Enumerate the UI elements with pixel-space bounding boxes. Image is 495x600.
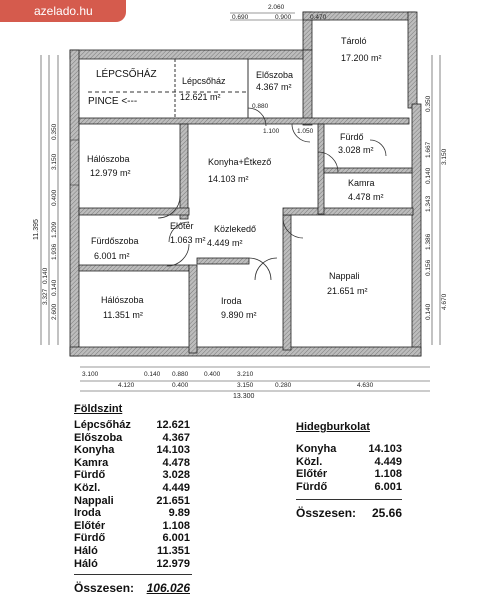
dim-left-5: 0.140 — [42, 267, 49, 284]
dim-bottom-2-0: 4.120 — [118, 382, 135, 389]
dim-bottom-1-1: 0.140 — [144, 371, 161, 378]
row-name: Fürdő — [296, 480, 328, 493]
floor-table-divider — [74, 574, 192, 575]
dim-total-height: 11.395 — [33, 219, 40, 240]
dim-left-6: 3.327 — [42, 288, 49, 305]
row-name: Konyha — [74, 444, 115, 457]
row-name: Iroda — [74, 507, 101, 520]
floor-table-rows — [74, 419, 190, 570]
row-name: Közl. — [74, 481, 101, 494]
row-name: Konyha — [296, 443, 337, 455]
row-name: Előszoba — [74, 431, 123, 444]
table-row — [74, 419, 190, 432]
row-name: Közl. — [296, 455, 323, 468]
dim-right-7: 4.670 — [441, 293, 448, 310]
table-row — [296, 481, 402, 494]
bedroom2-name: Hálószoba — [101, 295, 144, 305]
table-row — [74, 558, 190, 571]
row-name: Előtér — [74, 519, 106, 532]
stairs-label: LÉPCSŐHÁZ — [96, 69, 157, 80]
row-name: Háló — [74, 557, 98, 570]
row-value: 4.449 — [162, 481, 190, 494]
bath1-name: Fürdő — [340, 132, 364, 142]
kitchen-area: 14.103 m² — [208, 174, 249, 184]
entry-name: Előszoba — [256, 70, 294, 80]
row-value: 14.103 — [156, 444, 190, 457]
floor-table-total-label: Összesen: — [74, 581, 135, 596]
corridor-name: Közlekedő — [214, 224, 257, 234]
dim-top-3: 0.470 — [310, 14, 327, 21]
tile-table-rows — [296, 443, 402, 493]
row-name: Lépcsőház — [74, 419, 131, 431]
dim-bottom-2-2: 3.150 — [237, 382, 254, 389]
row-value: 1.108 — [374, 468, 402, 481]
dim-top-2: 0.900 — [275, 14, 292, 21]
dim-left-1: 3.150 — [51, 153, 58, 170]
row-value: 6.001 — [374, 480, 402, 493]
dim-bottom-1-0: 3.100 — [82, 371, 99, 378]
dim-right-5: 1.386 — [425, 233, 432, 250]
dim-left-0: 0.350 — [51, 123, 58, 140]
dim-top-0: 2.060 — [268, 4, 285, 11]
living-area: 21.651 m² — [327, 286, 368, 296]
row-name: Nappali — [74, 494, 114, 507]
table-row — [74, 532, 190, 545]
table-row — [74, 469, 190, 482]
dim-right-1: 1.667 — [425, 141, 432, 158]
dim-left-3: 1.209 — [51, 221, 58, 238]
table-row — [296, 443, 402, 456]
dim-right-6: 0.156 — [425, 259, 432, 276]
bath2-name: Fürdőszoba — [91, 236, 139, 246]
table-row — [74, 444, 190, 457]
dim-left-7: 0.140 — [51, 279, 58, 296]
staircase-area: 12.621 m² — [180, 92, 221, 102]
table-row — [296, 456, 402, 469]
table-row — [296, 468, 402, 481]
tile-area-table — [296, 421, 402, 520]
floor-table-title: Földszint — [74, 403, 123, 415]
dim-total-width: 13.300 — [233, 393, 255, 400]
floor-table-total — [74, 581, 190, 595]
row-value: 3.028 — [162, 469, 190, 482]
dim-bottom-1-3: 0.400 — [204, 371, 221, 378]
storage-area: 17.200 m² — [341, 53, 382, 63]
bedroom1-area: 12.979 m² — [90, 168, 131, 178]
row-value: 12.979 — [156, 557, 190, 570]
bath2-area: 6.001 m² — [94, 251, 130, 261]
dim-inner-0: 1.100 — [263, 128, 280, 135]
tile-table-title: Hidegburkolat — [296, 421, 370, 433]
row-value: 4.478 — [162, 456, 190, 469]
dim-left-2: 0.400 — [51, 189, 58, 206]
dim-bottom-2-1: 0.400 — [172, 382, 189, 389]
dim-top-1: 0.690 — [232, 14, 249, 21]
office-name: Iroda — [221, 296, 242, 306]
dim-bottom-2-4: 4.630 — [357, 382, 374, 389]
storage-name: Tároló — [341, 36, 367, 46]
dim-right-8: 0.140 — [425, 303, 432, 320]
vestibule-name: Előtér — [170, 221, 194, 231]
dim-right-0: 0.350 — [425, 95, 432, 112]
dim-right-4: 1.343 — [425, 195, 432, 212]
row-name: Fürdő — [74, 469, 106, 482]
dim-right-3: 3.150 — [441, 148, 448, 165]
table-row — [74, 520, 190, 533]
watermark-badge[interactable]: azelado.hu — [0, 0, 126, 22]
row-value: 14.103 — [368, 443, 402, 455]
row-value: 12.621 — [156, 419, 190, 431]
tile-table-total-value: 25.66 — [371, 506, 402, 521]
table-row — [74, 457, 190, 470]
table-row — [74, 507, 190, 520]
floor-table-total-value: 106.026 — [146, 581, 190, 596]
dim-left-4: 1.936 — [51, 243, 58, 260]
cellar-label: PINCE <--- — [88, 96, 138, 107]
bath1-area: 3.028 m² — [338, 145, 374, 155]
row-value: 4.449 — [374, 455, 402, 468]
dim-left-8: 2.600 — [51, 303, 58, 320]
dim-bottom-1-4: 3.210 — [237, 371, 254, 378]
bedroom1-name: Hálószoba — [87, 154, 130, 164]
dim-bottom-2-3: 0.280 — [275, 382, 292, 389]
table-row — [74, 432, 190, 445]
row-name: Háló — [74, 544, 98, 557]
row-value: 1.108 — [162, 519, 190, 532]
partitions — [88, 59, 248, 118]
tile-table-total-label: Összesen: — [296, 506, 357, 521]
row-name: Fürdő — [74, 532, 106, 545]
vestibule-area: 1.063 m² — [170, 235, 206, 245]
row-value: 4.367 — [162, 431, 190, 444]
tile-table-total — [296, 506, 402, 520]
pantry-name: Kamra — [348, 178, 375, 188]
row-name: Kamra — [74, 456, 109, 469]
table-row — [74, 545, 190, 558]
dim-right-2: 0.140 — [425, 167, 432, 184]
row-name: Előtér — [296, 468, 328, 481]
corridor-area: 4.449 m² — [207, 238, 243, 248]
bedroom2-area: 11.351 m² — [103, 310, 143, 320]
floor-area-table — [74, 403, 190, 595]
row-value: 21.651 — [156, 494, 190, 507]
kitchen-name: Konyha+Étkező — [208, 157, 272, 167]
row-value: 11.351 — [156, 544, 190, 557]
table-row — [74, 495, 190, 508]
entry-area: 4.367 m² — [256, 82, 292, 92]
living-name: Nappali — [329, 271, 360, 281]
tile-table-divider — [296, 499, 402, 500]
table-row — [74, 482, 190, 495]
staircase-name: Lépcsőház — [182, 76, 226, 86]
office-area: 9.890 m² — [221, 310, 257, 320]
row-value: 9.89 — [168, 507, 190, 520]
dim-inner-1: 1.050 — [297, 128, 314, 135]
dim-bottom-1-2: 0.880 — [172, 371, 189, 378]
dim-inner-2: 0.880 — [252, 103, 269, 110]
pantry-area: 4.478 m² — [348, 192, 384, 202]
row-value: 6.001 — [162, 532, 190, 545]
